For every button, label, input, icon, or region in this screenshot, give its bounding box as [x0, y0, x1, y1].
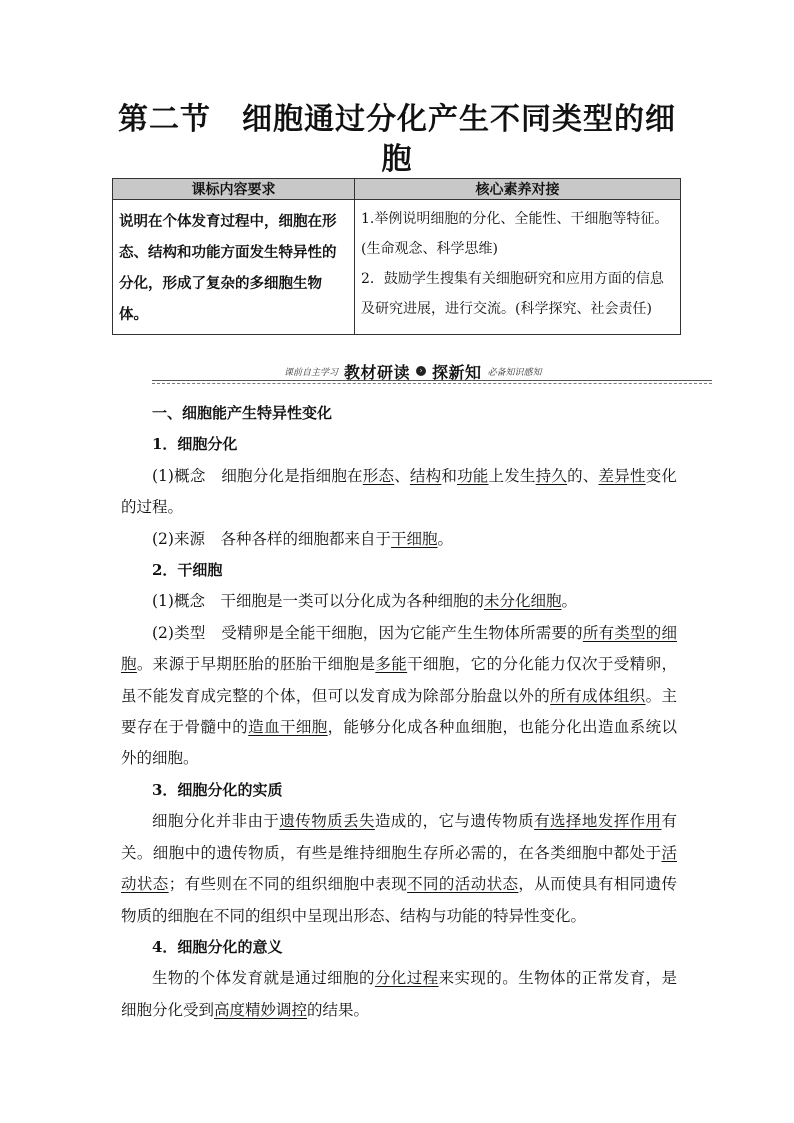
main-content: [121, 398, 677, 1026]
key-term: 有选择地发挥作用: [534, 812, 662, 831]
text-segment: (2)类型 受精卵是全能干细胞，因为它能产生生物体所需要的: [152, 623, 583, 642]
competency-item-2: 2．鼓励学生搜集有关细胞研究和应用方面的信息及研究进展，进行交流。(科学探究、社会责任): [361, 271, 664, 317]
banner-left-caption: 课前自主学习: [284, 367, 339, 378]
section-banner: [152, 362, 712, 386]
paragraph-s3: [121, 806, 677, 932]
paragraph-s1-concept: [121, 461, 677, 524]
text-segment: 造成的，它与遗传物质: [374, 812, 535, 831]
text-segment: 来实现的。生物体的正常发育，是细胞分化受到: [121, 969, 677, 1019]
text-segment: (1)概念 细胞分化是指细胞在: [152, 466, 363, 485]
heading-s2: 2．干细胞: [152, 561, 223, 580]
key-term: 遗传物质丢失: [279, 812, 375, 831]
text-segment: 。: [437, 529, 453, 548]
text-segment: 生物的个体发育就是通过细胞的: [152, 969, 375, 988]
text-segment: 细胞分化并非由于: [152, 812, 280, 831]
standards-cell: 说明在个体发育过程中，细胞在形态、结构和功能方面发生特异性的分化，形成了复杂的多细胞生物体。: [113, 200, 355, 335]
text-segment: 的结果。: [307, 1000, 370, 1019]
key-term: 分化过程: [374, 969, 439, 988]
banner-main-b: 探新知: [432, 362, 482, 382]
paragraph-s1-source: [121, 524, 677, 555]
key-term: 不同的活动状态: [407, 875, 519, 894]
key-term: 活动状态: [121, 843, 677, 894]
competency-item-1: 1.举例说明细胞的分化、全能性、干细胞等特征。(生命观念、科学思维): [361, 211, 669, 257]
text-segment: 变化的过程。: [121, 466, 677, 517]
banner-main-a: 教材研读: [344, 362, 411, 382]
table-header-standards: 课标内容要求: [113, 179, 355, 200]
text-segment: ；有些则在不同的组织细胞中表现: [168, 875, 408, 894]
key-term: 形态: [362, 466, 395, 485]
table-header-competencies: 核心素养对接: [355, 179, 681, 200]
banner-right-caption: 必备知识感知: [487, 367, 542, 378]
key-term: 持久: [535, 466, 568, 485]
text-segment: 。主要存在于骨髓中的: [121, 686, 677, 737]
text-segment: 上发生: [488, 466, 536, 485]
text-segment: ，能够分化成各种血细胞，也能分化出造血系统以外的细胞。: [121, 718, 677, 768]
text-segment: ，从而使具有相同遗传物质的细胞在不同的组织中呈现出形态、结构与功能的特异性变化。: [121, 875, 677, 925]
banner-arrow-icon: ›: [416, 366, 426, 376]
heading-1: 一、细胞能产生特异性变化: [152, 404, 333, 422]
heading-s1: 1．细胞分化: [152, 435, 238, 454]
key-term: 所有类型的细胞: [121, 623, 677, 674]
key-term: 高度精妙调控: [214, 1000, 308, 1019]
heading-s3: 3．细胞分化的实质: [152, 780, 283, 799]
banner-rule-dashed: [152, 383, 712, 384]
text-segment: 和: [441, 466, 458, 485]
paragraph-s2-concept: [121, 586, 677, 617]
competencies-cell: [355, 200, 681, 335]
banner-label: [280, 362, 546, 380]
key-term: 多能: [375, 655, 408, 674]
key-term: 未分化细胞: [483, 592, 562, 611]
text-segment: 。: [561, 592, 577, 611]
key-term: 功能: [457, 466, 489, 485]
paragraph-s2-types: [121, 618, 677, 775]
text-segment: 、: [394, 466, 410, 485]
page-title-line-1: 第二节 细胞通过分化产生不同类型的细: [118, 102, 676, 137]
key-term: 造血干细胞: [248, 718, 328, 737]
key-term: 结构: [409, 466, 442, 485]
key-term: 所有成体组织: [550, 686, 646, 705]
text-segment: 的、: [567, 466, 599, 485]
standards-table: [112, 178, 681, 335]
page-title-line-2: 胞: [381, 142, 413, 177]
key-term: 差异性: [598, 466, 646, 485]
heading-s4: 4．细胞分化的意义: [152, 937, 283, 956]
text-segment: (2)来源 各种各样的细胞都来自于: [152, 529, 391, 548]
key-term: 干细胞: [390, 529, 438, 548]
text-segment: 。来源于早期胚胎的胚胎干细胞是: [136, 655, 376, 674]
text-segment: 有关。细胞中的遗传物质，有些是维持细胞生存所必需的，在各类细胞中都处于: [121, 812, 677, 862]
text-segment: 干细胞，它的分化能力仅次于受精卵，虽不能发育成完整的个体，但可以发育成为除部分胎盘以外的: [121, 655, 677, 705]
text-segment: (1)概念 干细胞是一类可以分化成为各种细胞的: [152, 592, 484, 611]
paragraph-s4: [121, 963, 677, 1026]
